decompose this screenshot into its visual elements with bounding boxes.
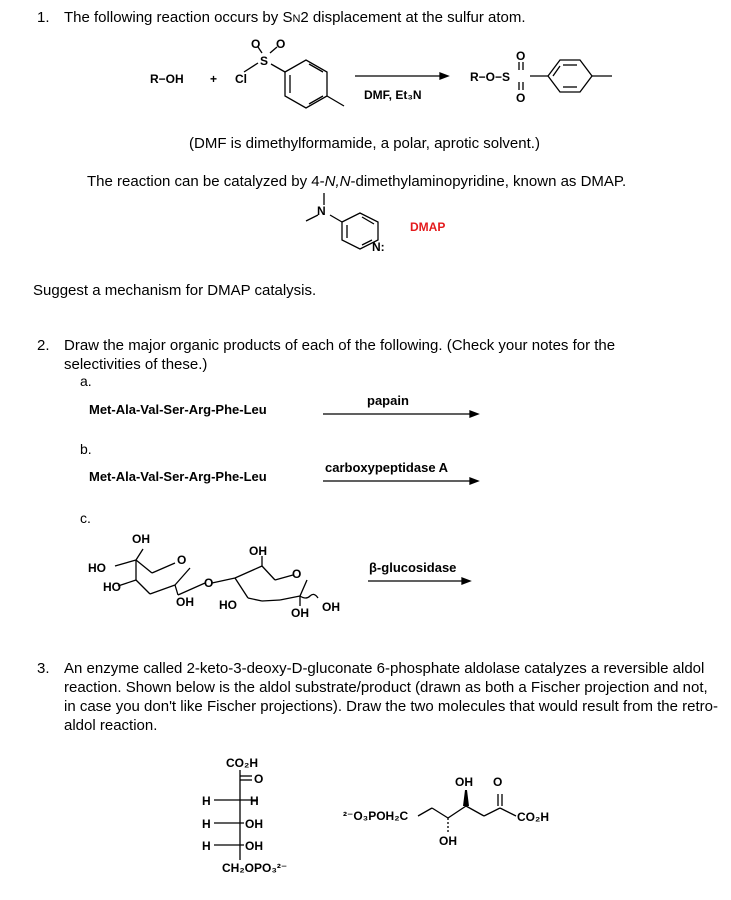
q1-text-sub: N <box>292 13 301 25</box>
q2a-enzyme: papain <box>367 393 409 408</box>
dmap-n-ring: N: <box>372 240 385 254</box>
ho-label-2: HO <box>103 580 121 594</box>
zigzag-o-top: O <box>493 775 503 789</box>
s-label: S <box>260 54 269 68</box>
cl-s-bond <box>244 63 258 72</box>
o-ring-label-2: O <box>292 567 302 581</box>
q1-catalysis-a: The reaction can be catalyzed by 4- <box>87 173 325 190</box>
dmap-label: DMAP <box>410 220 446 234</box>
r-oh-label: R−OH <box>150 72 184 86</box>
q1-text-b: 2 displacement at the sulfur atom. <box>300 9 526 26</box>
q1-catalysis <box>87 172 626 191</box>
q2c-label: c. <box>80 510 91 526</box>
fischer-h-c4: H <box>202 817 211 831</box>
q3-text: An enzyme called 2-keto-3-deoxy-D-gluconate 6-phosphate aldolase catalyzes a reversible aldol reaction. Shown below is the aldol substrate/product (drawn as both a Fischer projection and not, in case you don't like Fischer projections). Draw the two molecules that would result from the retro-aldol reaction. <box>64 660 718 734</box>
fischer-oh-c5: OH <box>245 839 263 853</box>
product-label: R−O−S <box>470 70 511 84</box>
q2b-label: b. <box>80 441 92 457</box>
oh-label-4: OH <box>291 606 309 620</box>
oh-label-1: OH <box>132 532 150 546</box>
product-o-top: O <box>516 49 526 63</box>
q1-catalysis-c: -dimethylaminopyridine, known as DMAP. <box>350 173 627 190</box>
q2-text: Draw the major organic products of each of the following. (Check your notes for the selectivities of these.) <box>64 337 616 373</box>
tosyl-methyl-1 <box>327 96 344 106</box>
fischer-o: O <box>254 772 264 786</box>
conditions-label: DMF, Et₃N <box>364 88 422 102</box>
oh-label-3: OH <box>249 544 267 558</box>
o-link-label: O <box>204 576 214 590</box>
sugar-ring-1 <box>115 549 205 595</box>
q1-prompt: Suggest a mechanism for DMAP catalysis. <box>33 282 317 299</box>
q1-note: (DMF is dimethylformamide, a polar, aprotic solvent.) <box>189 135 540 152</box>
q2b-enzyme: carboxypeptidase A <box>325 460 449 475</box>
dmap-n-amine: N <box>317 204 326 218</box>
q1-catalysis-b: N,N <box>324 173 351 190</box>
o-label-1: O <box>251 37 261 51</box>
q2c-enzyme: β-glucosidase <box>369 560 457 575</box>
s-ring-bond <box>271 64 285 72</box>
zigzag-oh-top: OH <box>455 775 473 789</box>
fischer-h-right: H <box>250 794 259 808</box>
ho-label-3: HO <box>219 598 237 612</box>
o-label-2: O <box>276 37 286 51</box>
plus-sign: + <box>210 72 218 86</box>
tosyl-ring <box>285 60 327 108</box>
oh-label-2: OH <box>176 595 194 609</box>
q2-number: 2. <box>37 337 50 354</box>
q1-text-a: The following reaction occurs by S <box>64 9 293 26</box>
oh-label-5: OH <box>322 600 340 614</box>
fischer-top: CO₂H <box>226 756 258 770</box>
q3-number: 3. <box>37 660 50 677</box>
q1-number: 1. <box>37 9 50 26</box>
q2a-label: a. <box>80 373 92 389</box>
q2b-peptide: Met-Ala-Val-Ser-Arg-Phe-Leu <box>89 469 267 484</box>
ho-label-1: HO <box>88 561 106 575</box>
wedge-bond <box>463 790 469 806</box>
zigzag-left: ²⁻O₃POH₂C <box>343 809 409 823</box>
q2a-peptide: Met-Ala-Val-Ser-Arg-Phe-Leu <box>89 402 267 417</box>
cl-label: Cl <box>235 72 247 86</box>
fischer-oh-c4: OH <box>245 817 263 831</box>
product-o-bottom: O <box>516 91 526 105</box>
o-ring-label-1: O <box>177 553 187 567</box>
zigzag-oh-bottom: OH <box>439 834 457 848</box>
fischer-h-c5: H <box>202 839 211 853</box>
fischer-bottom: CH₂OPO₃²⁻ <box>222 861 288 875</box>
fischer-h-left: H <box>202 794 211 808</box>
zigzag-right: CO₂H <box>517 810 549 824</box>
